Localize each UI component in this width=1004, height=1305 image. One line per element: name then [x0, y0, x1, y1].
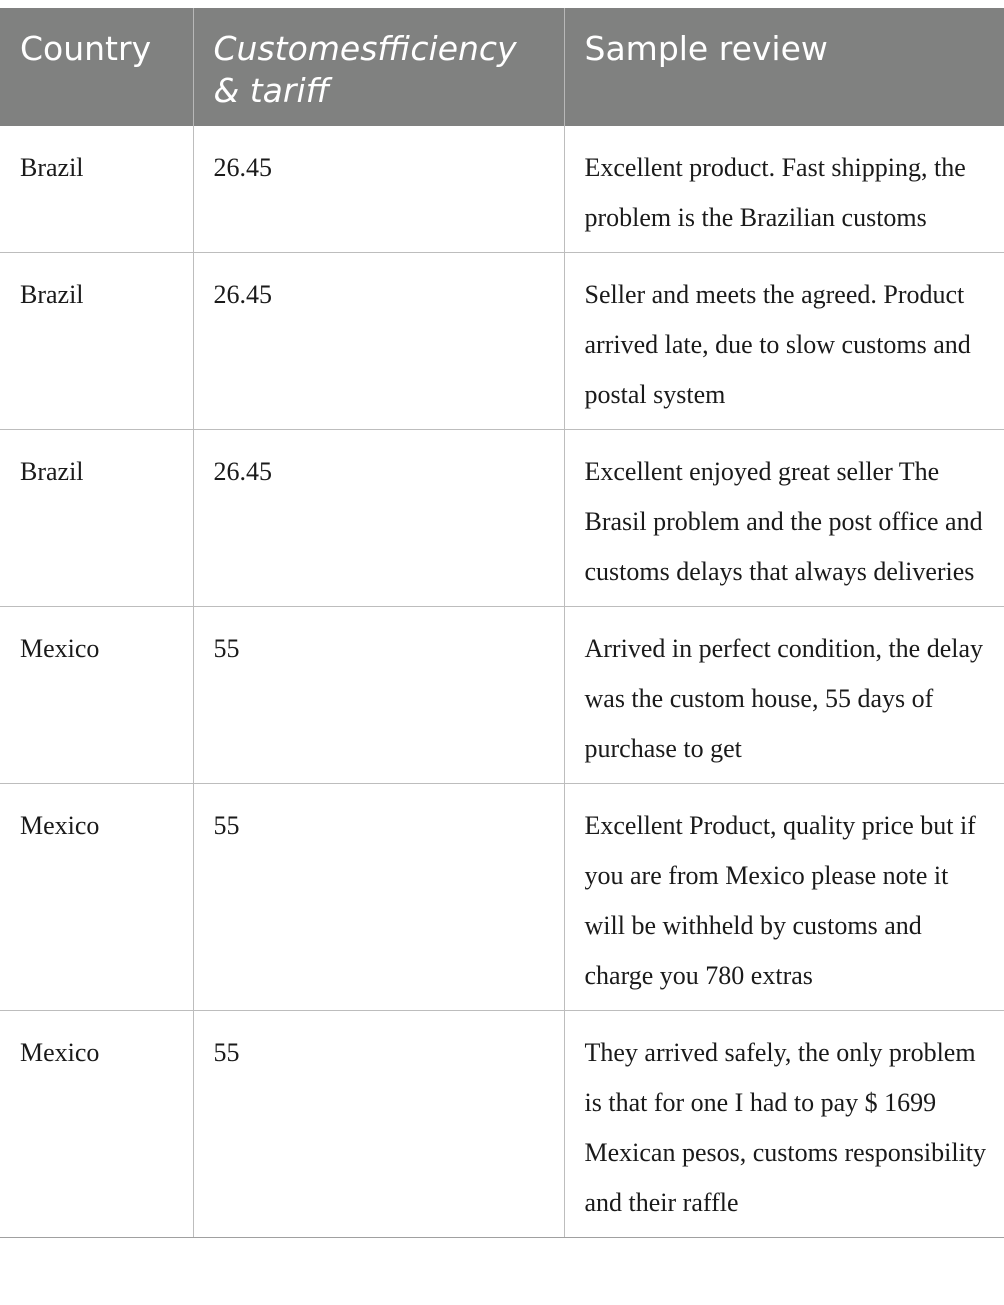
country-cell: Mexico	[0, 607, 193, 784]
table-row	[0, 784, 1004, 1011]
tariff-cell: 55	[193, 607, 564, 784]
table-row	[0, 253, 1004, 430]
review-cell: Excellent product. Fast shipping, the problem is the Brazilian customs	[564, 126, 1004, 253]
review-cell: Excellent enjoyed great seller The Brasil problem and the post office and customs delays that always deliveries	[564, 430, 1004, 607]
tariff-cell: 26.45	[193, 126, 564, 253]
reviews-table	[0, 8, 1004, 1238]
country-cell: Mexico	[0, 784, 193, 1011]
review-cell: Seller and meets the agreed. Product arrived late, due to slow customs and postal system	[564, 253, 1004, 430]
country-cell: Brazil	[0, 253, 193, 430]
country-cell: Brazil	[0, 430, 193, 607]
table-row	[0, 430, 1004, 607]
tariff-cell: 55	[193, 1011, 564, 1238]
tariff-cell: 26.45	[193, 253, 564, 430]
table-row	[0, 126, 1004, 253]
table-row	[0, 1011, 1004, 1238]
tariff-cell: 55	[193, 784, 564, 1011]
tariff-cell: 26.45	[193, 430, 564, 607]
header-country: Country	[0, 8, 193, 126]
table-body	[0, 126, 1004, 1238]
review-cell: They arrived safely, the only problem is that for one I had to pay $ 1699 Mexican pesos, customs responsibility and their raffle	[564, 1011, 1004, 1238]
country-cell: Brazil	[0, 126, 193, 253]
country-cell: Mexico	[0, 1011, 193, 1238]
header-sample-review: Sample review	[564, 8, 1004, 126]
table-row	[0, 607, 1004, 784]
review-cell: Excellent Product, quality price but if you are from Mexico please note it will be withheld by customs and charge you 780 extras	[564, 784, 1004, 1011]
table-header	[0, 8, 1004, 126]
header-row	[0, 8, 1004, 126]
header-customs-efficiency-tariff: Customesfficiency & tariff	[193, 8, 564, 126]
review-cell: Arrived in perfect condition, the delay was the custom house, 55 days of purchase to get	[564, 607, 1004, 784]
